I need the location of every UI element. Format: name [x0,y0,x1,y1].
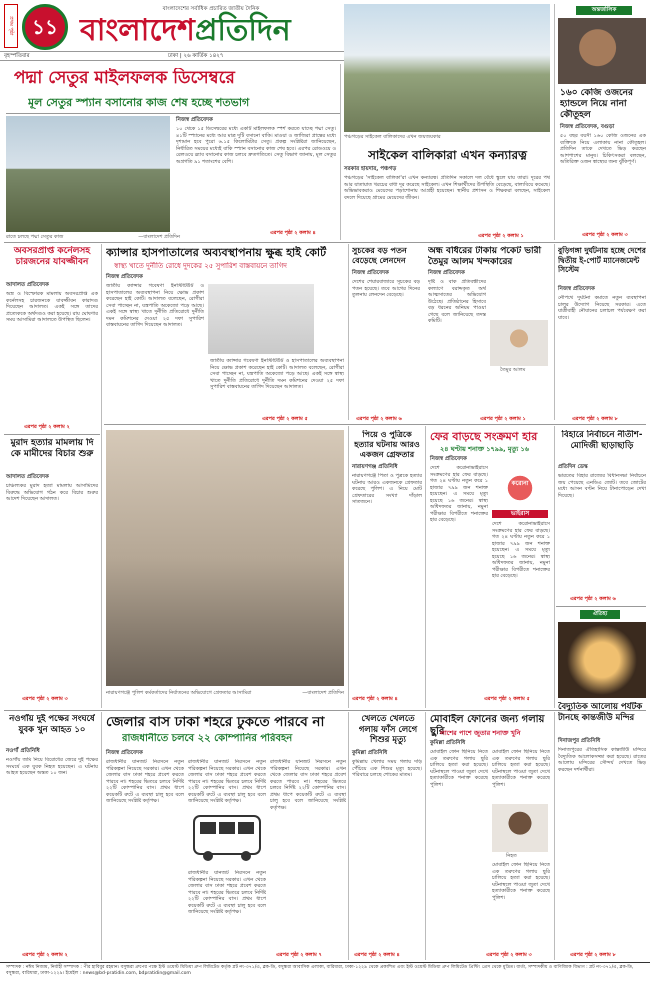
padma-jump: এরপর পৃষ্ঠা ২ কলাম ৪ [270,230,316,236]
cancer-jump: এরপর পৃষ্ঠা ২ কলাম ৫ [262,416,308,422]
bus-jump: এরপর পৃষ্ঠা ২ কলাম ৭ [276,952,322,958]
eport-byline: নিজস্ব প্রতিবেদক [558,286,595,292]
padma-body: ১০ থেকে ১৫ ডিসেম্বরের মধ্যে একটি মাইলফলক স্পর্শ করতে যাচ্ছে পদ্মা সেতু। ৪১টি স্প্যানের মধ্যে আর মাত্র দুটি বসানো বাকি। মাওয়া ও জাজিরা প্রান্তের মধ্যে দৃশ্যমান হবে পুরো ৬.১৫ কিলোমিটার সেতু। প্রকল্প সংশ্লিষ্টরা জানিয়েছেন, নির্ধারিত সময়ের মধ্যেই বাকি স্প্যান বসানোর কাজ শেষ হবে। এরপর রোডওয়ে ও রেলওয়ে স্ল্যাব বসানোর কাজ চলবে দ্রুতগতিতে। সেতু বিভাগ জানায়, মূল সেতুর অগ্রগতি ৯১ শতাংশের বেশি। [176,126,336,165]
arrest-jump: এরপর পৃষ্ঠা ২ কলাম ৪ [352,696,398,702]
heavy-man-body: ৫০ বছর বয়সী ১৬০ কেজি ওজনের এক ব্যক্তিকে নিয়ে এলাকায় নানা কৌতূহল। প্রতিদিন তাকে দেখতে ভিড় করছেন আশপাশের মানুষ। চিকিৎসকরা বলছেন, অতিরিক্ত ওজন স্বাস্থ্যের জন্য ঝুঁকিপূর্ণ। [560,133,646,165]
arrest-photo-caption: নারায়ণগঞ্জে পুলিশ কর্মকর্তাদের নির্যাতনের অভিযোগে গ্রেফতার আসামিরা [106,690,252,696]
cycle-byline: সরকার হায়দার, পঞ্চগড় [344,166,397,172]
mobile-jump: এরপর পৃষ্ঠা ২ কলাম ৩ [486,952,532,958]
victim-photo [492,804,548,852]
clash-body: নওগাঁয় জমি নিয়ে বিরোধের জেরে দুই পক্ষের সংঘর্ষে এক যুবক নিহত হয়েছেন। এ ঘটনায় আহত হয়েছেন অন্তত ১০ জন। [6,757,98,776]
mobile-body-3: মোবাইল ফোন ছিনিয়ে নিতে এক তরুণের গলায় ছুরি চালিয়ে হত্যা করা হয়েছে। ঘটনাস্থলে পাওয়া জুতা দেখে হত্যাকারীকে শনাক্ত করেছে পুলিশ। [492,862,550,901]
clash-headline: নওগাঁয় দুই পক্ষের সংঘর্ষে যুবক খুন আহত ১০ [9,714,95,735]
cancer-subhead: স্বাস্থ্য খাতে দুর্নীতি রোধে দুদকের ২৫ সুপারিশ বাস্তবায়নে তাগিদ [114,262,287,270]
cancer-body: জাতীয় ক্যান্সার গবেষণা ইনস্টিটিউট ও হাসপাতালের অব্যবস্থাপনা নিয়ে ক্ষোভ প্রকাশ করেছেন হাই কোর্ট। আদালত বলেছেন, রোগীরা সেবা পাচ্ছেন না, যন্ত্রপাতি অকেজো পড়ে আছে। একই সঙ্গে স্বাস্থ্য খাতে দুর্নীতি প্রতিরোধে দুর্নীতি দমন কমিশনের দেওয়া ২৫ দফা সুপারিশ বাস্তবায়নের তাগিদ দিয়েছেন আদালত। [106,283,204,328]
temple-body: দিনাজপুরের ঐতিহাসিক কান্তজীউ মন্দিরে বৈদ্যুতিক আলোকসজ্জা করা হয়েছে। রাতের আলোয় মন্দিরের সৌন্দর্য দেখতে ভিড় করছেন দর্শনার্থীরা। [558,747,646,773]
virus-label-a: করোনা [511,480,529,487]
newspaper-name [80,14,291,48]
child-byline: কুমিল্লা প্রতিনিধি [352,750,388,756]
heavy-man-jump: এরপর পৃষ্ঠা ২ কলাম ৩ [582,232,628,238]
section-badge-right: অন্তর্জালিক [576,6,632,15]
bihar-headline: বিহারে নির্বাচনে নীতীশ-মোদিজী ছাড়াছাড়ি [561,430,643,451]
corona-byline: নিজস্ব প্রতিবেদক [430,456,467,462]
eport-body: নৌপথে দুর্ঘটনা কমাতে নতুন ব্যবস্থাপনা চালুর উদ্যোগ নিয়েছে সরকার। এতে যাত্রীবাহী নৌযানের চলাচল পর্যবেক্ষণ করা যাবে। [558,295,646,321]
cycle-photo-caption: পঞ্চগড়ের সাইকেল বালিকাদের এখন জয়জয়কার [344,134,441,140]
mobile-body: মোবাইল ফোন ছিনিয়ে নিতে এক তরুণের গলায় ছুরি চালিয়ে হত্যা করা হয়েছে। ঘটনাস্থলে পাওয়া জুতা দেখে হত্যাকারীকে শনাক্ত করেছে পুলিশ। [430,749,488,788]
masthead-area [0,0,650,62]
front-page-badge: প্রথম পৃষ্ঠা [4,4,18,48]
eport-jump: এরপর পৃষ্ঠা ২ কলাম ৮ [572,416,618,422]
bus-icon [188,810,266,868]
padma-bridge-photo [6,116,170,232]
newspaper-logo: ১১ [22,4,68,50]
temple-photo [558,622,646,698]
bihar-jump: এরপর পৃষ্ঠা ২ কলাম ৬ [570,596,616,602]
arrest-byline: নারায়ণগঞ্জ প্রতিনিধি [352,464,398,470]
lead-subhead: মূল সেতুর স্প্যান বসানোর কাজ শেষ হচ্ছে শতভাগ [28,96,250,109]
heavy-man-byline: নিজস্ব প্রতিবেদক, বগুড়া [560,124,615,130]
murder-body: চাঞ্চল্যকর মুরাদ হত্যা মামলায় আসামিদের বিরুদ্ধে অভিযোগ গঠন করে বিচার শুরুর আদেশ দিয়েছেন আদালত। [6,483,98,502]
bus-body-2: রাজধানীর যানজট নিরসনে নতুন পরিকল্পনা নিয়েছে সরকার। এখন থেকে জেলার বাস ঢাকা শহরে প্রবেশ করতে পারবে না। শহরের ভিতরে চলবে নির্দিষ্ট ২২টি কোম্পানির বাস। প্রথম ধাপে কয়েকটি রুটে এ ব্যবস্থা চালু হবে বলে জানিয়েছে সংশ্লিষ্ট কর্তৃপক্ষ। [188,759,266,804]
masthead-part-b: প্রতিদিন [194,13,291,48]
market-headline: সুচকের বড় পতন বেড়েছে লেনদেন [352,246,407,265]
virus-label-b: ভাইরাস [492,510,548,518]
mobile-headline: মোবাইল ফোনের জন্য গলায় ছুরি [430,714,545,737]
arrested-group-photo [106,430,344,686]
heavy-man-headline: ১৬০ কেজি ওজনের হ্যান্ডলে নিয়ে নানা কৌতূহল [560,88,633,120]
cycle-headline: সাইকেল বালিকারা এখন কন্যারত্ন [368,148,527,162]
temple-jump: এরপর পৃষ্ঠা ২ কলাম ৮ [570,952,616,958]
temple-headline: বৈদ্যুতিক আলোয় পর্যটক টানছে কান্তজীউ মন্দির [558,702,643,723]
lead-headline: পদ্মা সেতুর মাইলফলক ডিসেম্বরে [14,68,235,88]
arrest-photo-credit: —বাংলাদেশ প্রতিদিন [302,690,344,696]
market-jump: এরপর পৃষ্ঠা ২ কলাম ৬ [356,416,402,422]
masthead-tagline: বাংলাদেশের সর্বাধিক প্রচারিত জাতীয় দৈনিক [162,6,260,12]
child-jump: এরপর পৃষ্ঠা ২ কলাম ৪ [354,952,400,958]
colonel-body: অস্ত্র ও বিস্ফোরক মামলায় অবসরপ্রাপ্ত এক কর্নেলসহ চারজনকে যাবজ্জীবন কারাদণ্ড দিয়েছেন আদালত। একই সঙ্গে তাদের প্রত্যেককে অর্থদণ্ডও করা হয়েছে। রায় ঘোষণার সময় আসামিরা আদালতে উপস্থিত ছিলেন। [6,291,98,323]
bihar-byline: প্রতিদিন ডেস্ক [558,464,588,470]
murder-headline: মুরাদ হত্যার মামলায় দি কে মামীদের বিচার শুরু [10,438,94,459]
victim-photo-caption: নিহত [506,853,517,859]
padma-byline: নিজস্ব প্রতিবেদক [176,117,213,123]
child-body: কুমিল্লায় খেলার সময় গলায় দড়ি পেঁচিয়ে এক শিশুর মৃত্যু হয়েছে। পরিবারে চলছে শোকের মাতম। [352,759,422,778]
clash-jump: এরপর পৃষ্ঠা ২ কলাম ২ [22,952,68,958]
cycle-body: পঞ্চগড়ের 'সাইকেল বালিকা'রা এখন কন্যারত্ন। প্রতিদিন সকালে দল বেঁধে স্কুলে যায় তারা। দূরের পথ আর যাতায়াত খরচের বাধা দূর করেছে সাইকেল। এখন শিক্ষার্থীদের উপস্থিতি বেড়েছে, বাল্যবিয়ে কমেছে। অভিভাবকরাও মেয়েদের পড়াশোনায় আগ্রহী হয়েছেন। স্থানীয় প্রশাসন ও শিক্ষকরা বলছেন, সাইকেল বদলে দিয়েছে গ্রামের মেয়েদের জীবন। [344,175,550,201]
corona-body: দেশে করোনাভাইরাসে সংক্রমণের হার ফের বাড়ছে। গত ২৪ ঘণ্টায় নতুন করে ১ হাজার ৭৯৯ জন শনাক্ত হয়েছেন। এ সময়ে মৃত্যু হয়েছে ১৬ জনের। স্বাস্থ্য অধিদফতর জানায়, নমুনা পরীক্ষার বিপরীতে শনাক্তের হার বেড়েছে। [430,465,488,523]
taimur-byline: নিজস্ব প্রতিবেদক [428,270,465,276]
mobile-body-2: মোবাইল ফোন ছিনিয়ে নিতে এক তরুণের গলায় ছুরি চালিয়ে হত্যা করা হয়েছে। ঘটনাস্থলে পাওয়া জুতা দেখে হত্যাকারীকে শনাক্ত করেছে পুলিশ। [492,749,550,788]
cancer-body-cont: জাতীয় ক্যান্সার গবেষণা ইনস্টিটিউট ও হাসপাতালের অব্যবস্থাপনা নিয়ে ক্ষোভ প্রকাশ করেছেন হাই কোর্ট। আদালত বলেছেন, রোগীরা সেবা পাচ্ছেন না, যন্ত্রপাতি অকেজো পড়ে আছে। একই সঙ্গে স্বাস্থ্য খাতে দুর্নীতি প্রতিরোধে দুর্নীতি দমন কমিশনের দেওয়া ২৫ দফা সুপারিশ বাস্তবায়নের তাগিদ দিয়েছেন আদালত। [210,358,344,390]
corona-jump: এরপর পৃষ্ঠা ২ কলাম ৫ [484,696,530,702]
masthead-part-a: বাংলাদেশ [80,13,195,48]
taimur-headline: অন্ধ বধিরের টাকায় পকেট ভারী তৈমুর আলম খন্দকারের [428,246,542,267]
arrest-body: নারায়ণগঞ্জে পিতা ও পুত্রকে হত্যার ঘটনায় আরও একজনকে গ্রেফতার করেছে পুলিশ। এ নিয়ে মোট গ্রেফতারের সংখ্যা দাঁড়াল সাতজনে। [352,473,422,505]
bus-body-3: রাজধানীর যানজট নিরসনে নতুন পরিকল্পনা নিয়েছে সরকার। এখন থেকে জেলার বাস ঢাকা শহরে প্রবেশ করতে পারবে না। শহরের ভিতরে চলবে নির্দিষ্ট ২২টি কোম্পানির বাস। প্রথম ধাপে কয়েকটি রুটে এ ব্যবস্থা চালু হবে বলে জানিয়েছে সংশ্লিষ্ট কর্তৃপক্ষ। [188,870,266,915]
date-center: ঢাকা | ২৬ কার্তিক ১৪২৭ [168,53,224,59]
colonel-byline: আদালত প্রতিবেদক [6,282,49,288]
murder-jump: এরপর পৃষ্ঠা ২ কলাম ৩ [22,696,68,702]
mobile-byline: কুমিল্লা প্রতিনিধি [430,740,466,746]
cancer-hospital-photo [208,284,314,354]
padma-photo-credit: —বাংলাদেশ প্রতিদিন [138,234,180,240]
taimur-photo-caption: তৈমুর আলম [500,367,526,373]
corona-body-cont: দেশে করোনাভাইরাসে সংক্রমণের হার ফের বাড়ছে। গত ২৪ ঘণ্টায় নতুন করে ১ হাজার ৭৯৯ জন শনাক্ত হয়েছেন। এ সময়ে মৃত্যু হয়েছে ১৬ জনের। স্বাস্থ্য অধিদফতর জানায়, নমুনা পরীক্ষার বিপরীতে শনাক্তের হার বেড়েছে। [492,521,550,579]
colonel-headline: অবসরপ্রাপ্ত কর্নেলসহ চারজনের যাবজ্জীবন [13,246,91,267]
taimur-body: দৃষ্টি ও বাক প্রতিবন্ধীদের কল্যাণে বরাদ্দকৃত অর্থ আত্মসাতের অভিযোগ উঠেছে। প্রতিষ্ঠানের হিসাবে বড় ধরনের অনিয়ম পাওয়া গেছে বলে জানিয়েছে তদন্ত কমিটি। [428,279,486,324]
bus-body-4: রাজধানীর যানজট নিরসনে নতুন পরিকল্পনা নিয়েছে সরকার। এখন থেকে জেলার বাস ঢাকা শহরে প্রবেশ করতে পারবে না। শহরের ভিতরে চলবে নির্দিষ্ট ২২টি কোম্পানির বাস। প্রথম ধাপে কয়েকটি রুটে এ ব্যবস্থা চালু হবে বলে জানিয়েছে সংশ্লিষ্ট কর্তৃপক্ষ। [270,759,346,811]
cancer-byline: নিজস্ব প্রতিবেদক [106,274,143,280]
weekday: বৃহস্পতিবার [4,53,30,59]
bus-byline: নিজস্ব প্রতিবেদক [106,750,143,756]
imprint-footer: সম্পাদক : নঈম নিজাম, নির্বাহী সম্পাদক : পীর হাবিবুর রহমান। বসুন্ধরা গ্রুপের পক্ষে ইস্ট ওয়েস্ট মিডিয়া গ্রুপ লিমিটেড কর্তৃক প্লট নং-৩৭১/এ, ব্লক-ডি, বসুন্ধরা আবাসিক এলাকা, বারিধারা, ঢাকা-১২২৯ থেকে প্রকাশিত এবং ইস্ট ওয়েস্ট মিডিয়া গ্রুপ লিমিটেড প্রিন্টিং প্রেস থেকে মুদ্রিত। বার্তা, সম্পাদকীয় ও বাণিজ্যিক বিভাগ : প্লট নং-৩৭১/এ, ব্লক-ডি, বসুন্ধরা, বারিধারা, ঢাকা-১২২৯। ইমেইল : news@bd-pratidin.com, bdpratidin@gmail.com [0,962,650,984]
market-body: দেশের শেয়ারবাজারে সূচকের বড় পতন হয়েছে। তবে আগের দিনের তুলনায় লেনদেন বেড়েছে। [352,279,420,298]
corona-headline: ফের বাড়ছে সংক্রমণ হার [430,430,538,443]
mobile-subhead: লাশের পাশে জুতার শনাক্ত খুনি [440,729,521,737]
bus-subhead: রাজধানীতে চলবে ২২ কোম্পানির পরিবহন [122,733,293,744]
murder-byline: আদালত প্রতিবেদক [6,474,49,480]
taimur-photo [490,320,548,366]
child-headline: খেলতে খেলতে গলায় ফাঁস লেগে শিশুর মৃত্যু [358,714,418,745]
cycle-girls-photo [344,4,550,132]
cycle-jump: এরপর পৃষ্ঠা ২ কলাম ১ [478,233,524,239]
eport-headline: বুড়িগঙ্গা দুর্ঘটনায় হচ্ছে দেশের দ্বিতীয় ই-পোর্ট ম্যানেজমেন্ট সিস্টেম [558,246,646,274]
temple-byline: দিনাজপুর প্রতিনিধি [558,738,601,744]
colonel-jump: এরপর পৃষ্ঠা ২ কলাম ২ [24,424,70,430]
cancer-headline: ক্যান্সার হাসপাতালের অব্যবস্থাপনায় ক্ষুব্ধ হাই কোর্ট [106,246,327,259]
padma-photo-caption: রাতে চলছে পদ্মা সেতুর কাজ [6,234,64,240]
market-byline: নিজস্ব প্রতিবেদক [352,270,389,276]
bus-headline: জেলার বাস ঢাকা শহরে ঢুকতে পারবে না [106,714,325,730]
bus-body: রাজধানীর যানজট নিরসনে নতুন পরিকল্পনা নিয়েছে সরকার। এখন থেকে জেলার বাস ঢাকা শহরে প্রবেশ করতে পারবে না। শহরের ভিতরে চলবে নির্দিষ্ট ২২টি কোম্পানির বাস। প্রথম ধাপে কয়েকটি রুটে এ ব্যবস্থা চালু হবে বলে জানিয়েছে সংশ্লিষ্ট কর্তৃপক্ষ। [106,759,184,804]
arrest-headline: পিয়ে ও পুত্রিকে হত্যার ঘটনায় আরও একজন গ্রেফতার [354,430,420,459]
corona-subhead: ২৪ ঘণ্টায় শনাক্ত ১৭৯৯, মৃত্যু ১৬ [440,445,529,453]
section-badge-heritage: ঐতিহ্য [580,610,620,619]
bihar-body: ভারতের বিহার রাজ্যের বিধানসভা নির্বাচনে জয় পেয়েছে এনডিএ জোট। তবে জোটের মধ্যে আসন বণ্টন নিয়ে টানাপোড়েন দেখা দিয়েছে। [558,473,646,499]
heavy-man-photo [558,18,646,84]
clash-byline: নওগাঁ প্রতিনিধি [6,748,40,754]
taimur-jump: এরপর পৃষ্ঠা ২ কলাম ১ [480,416,526,422]
